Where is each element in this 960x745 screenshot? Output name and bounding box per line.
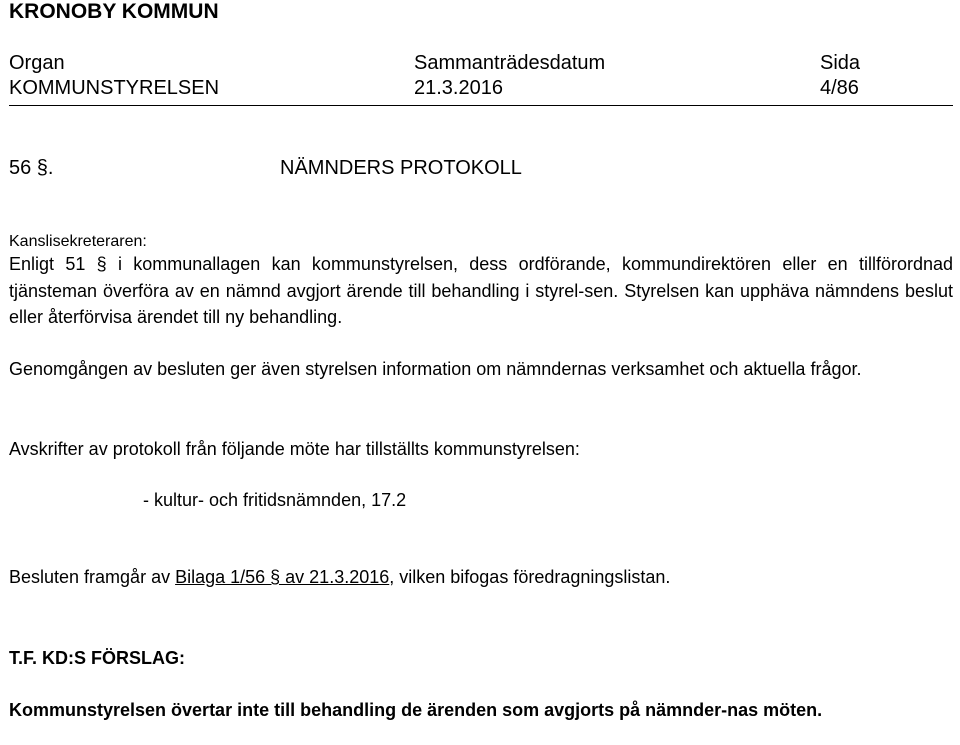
proposal-text: Kommunstyrelsen övertar inte till behandling de ärenden som avgjorts på nämnder-nas möten. [9, 700, 823, 720]
section-number: 56 §. [9, 157, 54, 179]
page-label: Sida [820, 52, 861, 74]
decisions-prefix: Besluten framgår av [9, 567, 176, 587]
paragraph-transfer-rule: Enligt 51 § i kommunallagen kan kommunstyrelsen, dess ordförande, kommundirektören eller en tillförordnad tjänsteman överföra av en nämnd avgjort ärende till behandling i styrel-sen. Styrelsen kan upphäva nämndens beslut eller återförvisa ärendet till ny behandling. [9, 254, 953, 327]
proposal-heading: T.F. KD:S FÖRSLAG: [9, 648, 185, 668]
organ-label: Organ [9, 52, 65, 74]
municipality-name: KRONOBY KOMMUN [9, 0, 219, 23]
paragraph-decisions [9, 564, 953, 591]
organ-value: KOMMUNSTYRELSEN [9, 77, 220, 99]
paragraph-review-info: Genomgången av besluten ger även styrelsen information om nämndernas verksamhet och aktuella frågor. [9, 359, 862, 379]
appendix-link[interactable]: Bilaga 1/56 § av 21.3.2016 [175, 567, 390, 587]
header-divider [9, 105, 953, 106]
speaker-label: Kanslisekreteraren: [9, 233, 147, 250]
decisions-suffix: , vilken bifogas föredragningslistan. [389, 567, 671, 587]
meeting-date-value: 21.3.2016 [414, 77, 503, 99]
meeting-date-label: Sammanträdesdatum [414, 52, 606, 74]
section-title: NÄMNDERS PROTOKOLL [280, 157, 522, 179]
list-item-committee: - kultur- och fritidsnämnden, 17.2 [143, 490, 407, 510]
page-number: 4/86 [820, 77, 859, 99]
paragraph-minutes-intro: Avskrifter av protokoll från följande möte har tillställts kommunstyrelsen: [9, 439, 580, 459]
